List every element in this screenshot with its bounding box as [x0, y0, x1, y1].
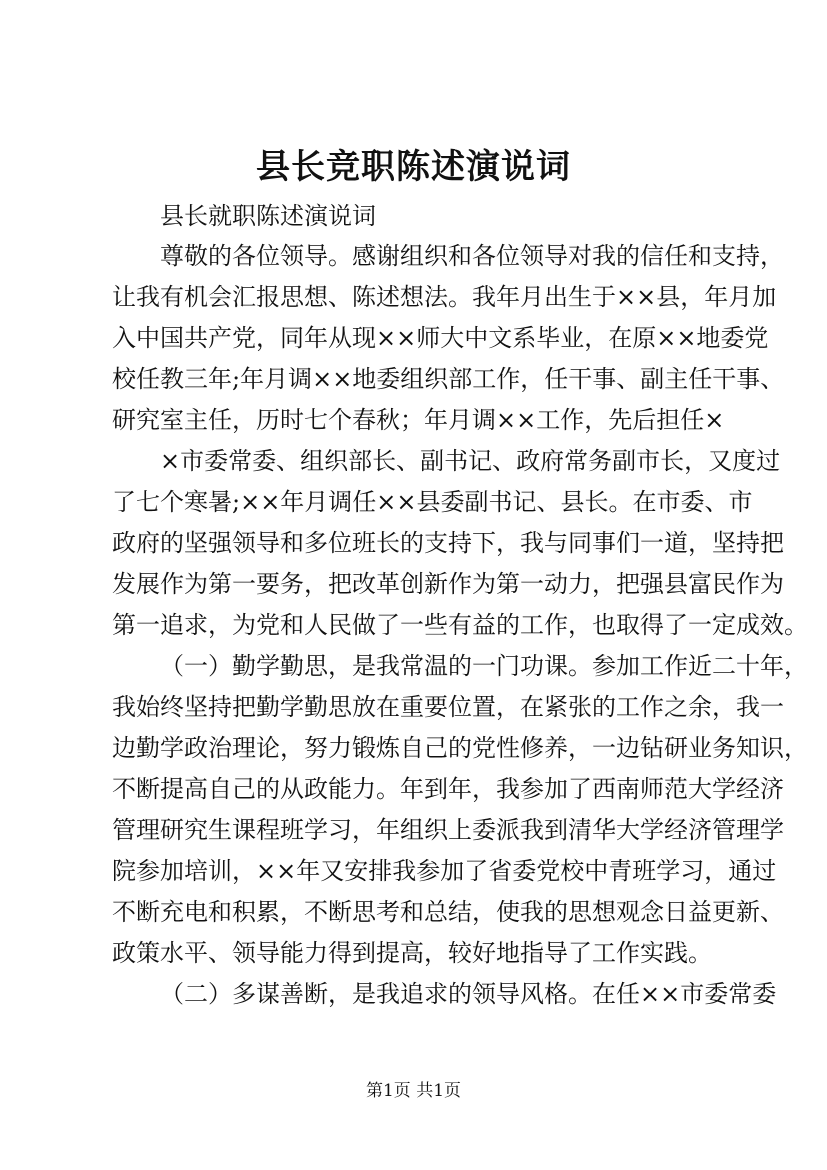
- body-line: （一）勤学勤思，是我常温的一门功课。参加工作近二十年，: [160, 652, 808, 680]
- body-line: 政府的坚强领导和多位班长的支持下，我与同事们一道，坚持把: [112, 529, 784, 557]
- body-line: （二）多谋善断，是我追求的领导风格。在任××市委常委: [160, 980, 777, 1008]
- body-line: 政策水平、领导能力得到提高，较好地指导了工作实践。: [112, 939, 712, 967]
- page-footer: 第1页 共1页: [365, 1081, 462, 1101]
- subtitle-line: 县长就职陈述演说词: [160, 202, 376, 230]
- body-line: 院参加培训，××年又安排我参加了省委党校中青班学习，通过: [112, 857, 777, 885]
- body-line: 了七个寒暑;××年月调任××县委副书记、县长。在市委、市: [112, 488, 753, 516]
- body-line: 我始终坚持把勤学勤思放在重要位置，在紧张的工作之余，我一: [112, 693, 784, 721]
- body-line: 尊敬的各位领导。感谢组织和各位领导对我的信任和支持，: [160, 242, 784, 270]
- body-line: 不断提高自己的从政能力。年到年，我参加了西南师范大学经济: [112, 775, 784, 803]
- body-line: 发展作为第一要务，把改革创新作为第一动力，把强县富民作为: [112, 570, 784, 598]
- body-line: 入中国共产党，同年从现××师大中文系毕业，在原××地委党: [112, 324, 769, 352]
- body-line: 校任教三年;年月调××地委组织部工作，任干事、副主任干事、: [112, 365, 785, 393]
- body-line: 边勤学政治理论，努力锻炼自己的党性修养，一边钻研业务知识，: [112, 734, 808, 762]
- body-line: 让我有机会汇报思想、陈述想法。我年月出生于××县，年月加: [112, 283, 777, 311]
- body-line: 管理研究生课程班学习，年组织上委派我到清华大学经济管理学: [112, 816, 784, 844]
- document-title: 县长竞职陈述演说词: [256, 147, 571, 187]
- body-line: 研究室主任，历时七个春秋；年月调××工作，先后担任×: [112, 406, 725, 434]
- body-line: 不断充电和积累，不断思考和总结，使我的思想观念日益更新、: [112, 898, 784, 926]
- body-line: 第一追求，为党和人民做了一些有益的工作，也取得了一定成效。: [112, 611, 808, 639]
- body-line: ×市委常委、组织部长、副书记、政府常务副市长，又度过: [160, 447, 781, 475]
